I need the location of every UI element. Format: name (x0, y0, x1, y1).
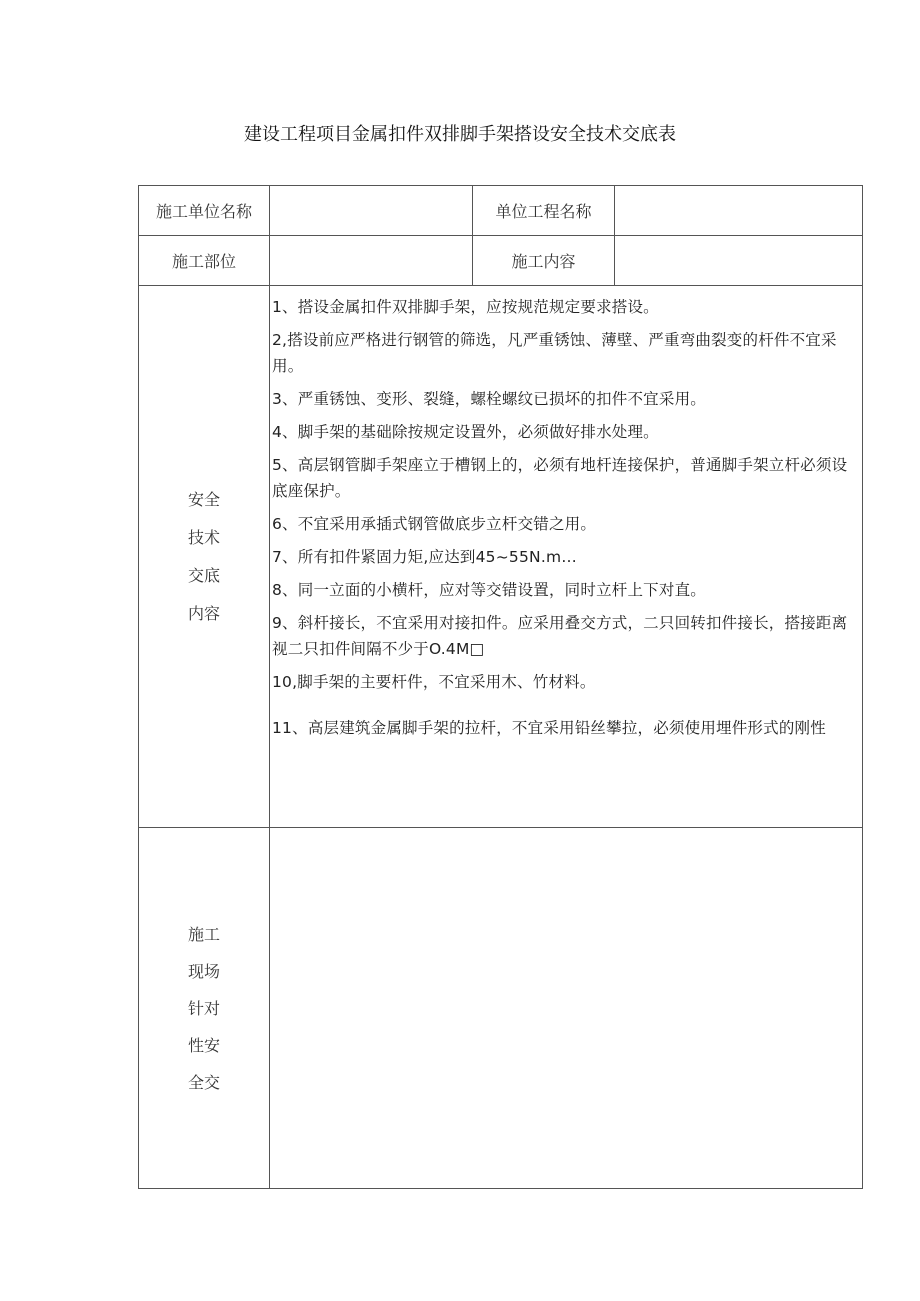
unit-name-label: 施工单位名称 (139, 186, 270, 236)
safety-content-row (139, 286, 863, 828)
safety-item-8: 8、同一立面的小横杆，应对等交错设置，同时立杆上下对直。 (272, 581, 706, 599)
construction-part-field[interactable] (270, 236, 473, 286)
safety-item-10: 10,脚手架的主要杆件，不宜采用木、竹材料。 (272, 673, 596, 691)
site-safety-row (139, 828, 863, 1189)
safety-item-7: 7、所有扣件紧固力矩,应达到45~55N.m… (272, 548, 577, 566)
header-row-1 (139, 186, 863, 236)
safety-item-2: 2,搭设前应严格进行钢管的筛选，凡严重锈蚀、薄壁、严重弯曲裂变的杆件不宜采用。 (272, 331, 837, 375)
safety-item-9: 9、斜杆接长，不宜采用对接扣件。应采用叠交方式，二只回转扣件接长，搭接距离视二只扣件间隔不少于O.4M□ (272, 614, 848, 658)
safety-content-body (270, 286, 863, 828)
disclosure-form-table (138, 185, 863, 1189)
construction-content-label: 施工内容 (473, 236, 615, 286)
document-title: 建设工程项目金属扣件双排脚手架搭设安全技术交底表 (244, 124, 676, 145)
construction-part-label: 施工部位 (139, 236, 270, 286)
site-safety-field[interactable] (270, 828, 863, 1189)
header-row-2 (139, 236, 863, 286)
unit-name-field[interactable] (270, 186, 473, 236)
safety-item-1: 1、搭设金属扣件双排脚手架，应按规范规定要求搭设。 (272, 298, 659, 316)
construction-content-field[interactable] (615, 236, 863, 286)
safety-item-6: 6、不宜采用承插式钢管做底步立杆交错之用。 (272, 515, 597, 533)
safety-item-5: 5、高层钢管脚手架座立于槽钢上的，必须有地杆连接保护，普通脚手架立杆必须设底座保护。 (272, 456, 848, 500)
safety-item-11: 11、高层建筑金属脚手架的拉杆，不宜采用铅丝攀拉，必须使用埋件形式的刚性 (272, 719, 826, 737)
safety-item-3: 3、严重锈蚀、变形、裂缝，螺栓螺纹已损坏的扣件不宜采用。 (272, 390, 706, 408)
site-safety-label: 施工 现场 针对 性安 全交 (139, 828, 270, 1189)
safety-content-label: 安全 技术 交底 内容 (139, 286, 270, 828)
safety-item-4: 4、脚手架的基础除按规定设置外，必须做好排水处理。 (272, 423, 659, 441)
project-name-label: 单位工程名称 (473, 186, 615, 236)
project-name-field[interactable] (615, 186, 863, 236)
